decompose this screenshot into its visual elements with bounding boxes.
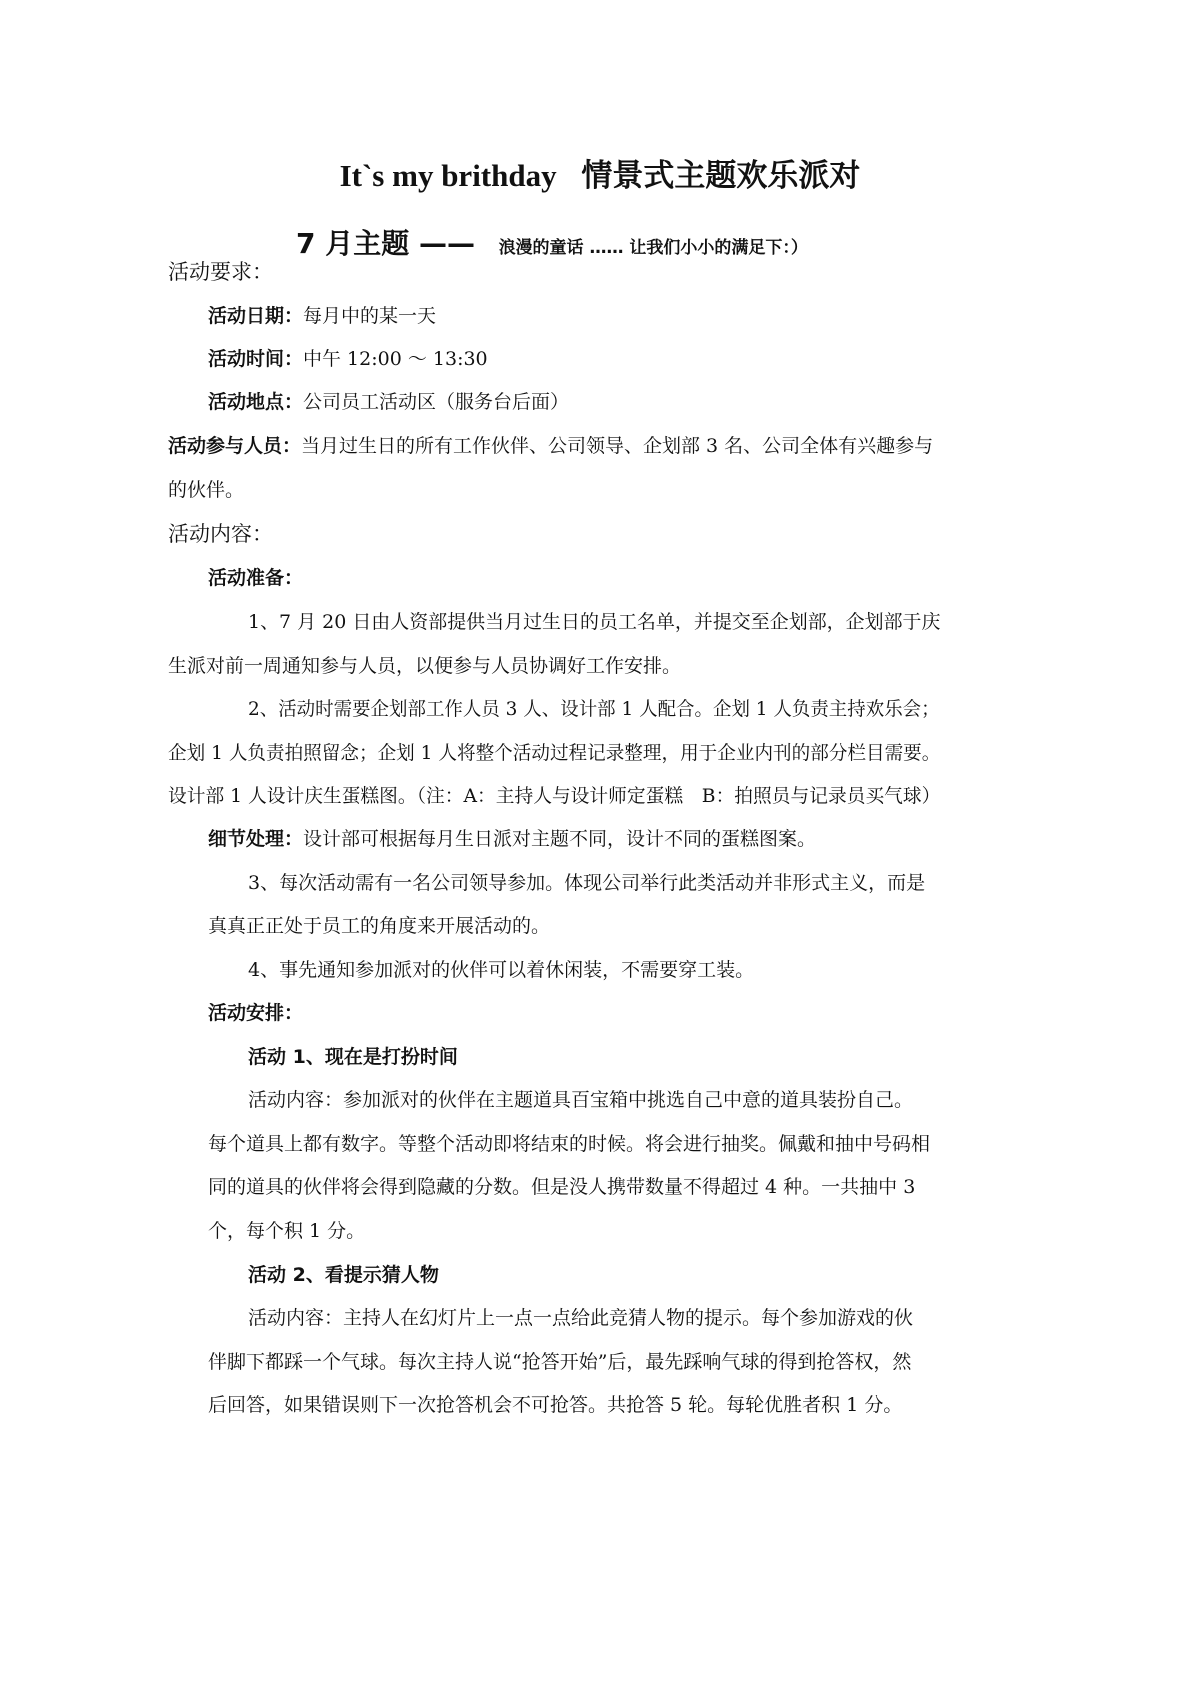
activity1-line3: 同的道具的伙伴将会得到隐藏的分数。但是没人携带数量不得超过 4 种。一共抽中 3 [208, 1176, 916, 1198]
participants-row [168, 434, 940, 458]
activity2-line3: 后回答，如果错误则下一次抢答机会不可抢答。共抢答 5 轮。每轮优胜者积 1 分。 [208, 1394, 903, 1416]
prep2-line1: 2、活动时需要企划部工作人员 3 人、设计部 1 人配合。企划 1 人负责主持欢乐会； [248, 698, 940, 720]
activity1-line2: 每个道具上都有数字。等整个活动即将结束的时候。将会进行抽奖。佩戴和抽中号码相 [208, 1133, 931, 1155]
place-label: 活动地点： [208, 391, 304, 413]
subheading-arrangement: 活动安排： [208, 1002, 304, 1024]
activity2-title: 活动 2、看提示猜人物 [248, 1264, 439, 1286]
detail-row [208, 827, 816, 851]
participants-value-line1: 当月过生日的所有工作伙伴、公司领导、企划部 3 名、公司全体有兴趣参与 [301, 435, 934, 457]
prep4-line1: 4、事先通知参加派对的伙伴可以着休闲装，不需要穿工装。 [248, 959, 755, 981]
prep1-line2: 生派对前一周通知参与人员，以便参与人员协调好工作安排。 [168, 655, 682, 677]
place-value: 公司员工活动区（服务台后面） [303, 391, 570, 413]
document-title [0, 156, 1200, 196]
activity1-title: 活动 1、现在是打扮时间 [248, 1046, 458, 1068]
detail-value: 设计部可根据每月生日派对主题不同，设计不同的蛋糕图案。 [303, 828, 817, 850]
document-subtitle [296, 222, 808, 266]
activity2-line2: 伴脚下都踩一个气球。每次主持人说“抢答开始”后，最先踩响气球的得到抢答权，然 [208, 1351, 912, 1373]
subtitle-tail: 浪漫的童话 …… 让我们小小的满足下：） [498, 238, 808, 258]
prep1-line1: 1、7 月 20 日由人资部提供当月过生日的员工名单，并提交至企划部，企划部于庆 [248, 611, 941, 633]
date-row [208, 304, 436, 328]
title-english: It`s my brithday [339, 158, 557, 193]
time-label: 活动时间： [208, 348, 304, 370]
detail-label: 细节处理： [208, 828, 304, 850]
section-heading-content: 活动内容： [168, 522, 273, 546]
prep2-line3: 设计部 1 人设计庆生蛋糕图。（注：A：主持人与设计师定蛋糕 B：拍照员与记录员买气球） [168, 785, 941, 807]
time-value: 中午 12:00 ～ 13:30 [303, 348, 488, 370]
activity2-line1: 活动内容：主持人在幻灯片上一点一点给此竞猜人物的提示。每个参加游戏的伙 [248, 1307, 914, 1329]
section-heading-requirements: 活动要求： [168, 260, 273, 284]
date-label: 活动日期： [208, 305, 304, 327]
date-value: 每月中的某一天 [303, 305, 437, 327]
participants-label: 活动参与人员： [168, 435, 302, 457]
subtitle-main: 7 月主题 —— [296, 227, 475, 260]
prep3-line1: 3、每次活动需有一名公司领导参加。体现公司举行此类活动并非形式主义，而是 [248, 872, 926, 894]
title-chinese: 情景式主题欢乐派对 [581, 158, 861, 194]
activity1-line4: 个，每个积 1 分。 [208, 1220, 366, 1242]
time-row [208, 347, 488, 371]
subheading-preparation: 活动准备： [208, 567, 304, 589]
prep3-line2: 真真正正处于员工的角度来开展活动的。 [208, 915, 551, 937]
prep2-line2: 企划 1 人负责拍照留念；企划 1 人将整个活动过程记录整理，用于企业内刊的部分栏目需要。 [168, 742, 941, 764]
participants-value-line2: 的伙伴。 [168, 479, 245, 501]
place-row [208, 390, 569, 414]
activity1-line1: 活动内容：参加派对的伙伴在主题道具百宝箱中挑选自己中意的道具装扮自己。 [248, 1089, 914, 1111]
